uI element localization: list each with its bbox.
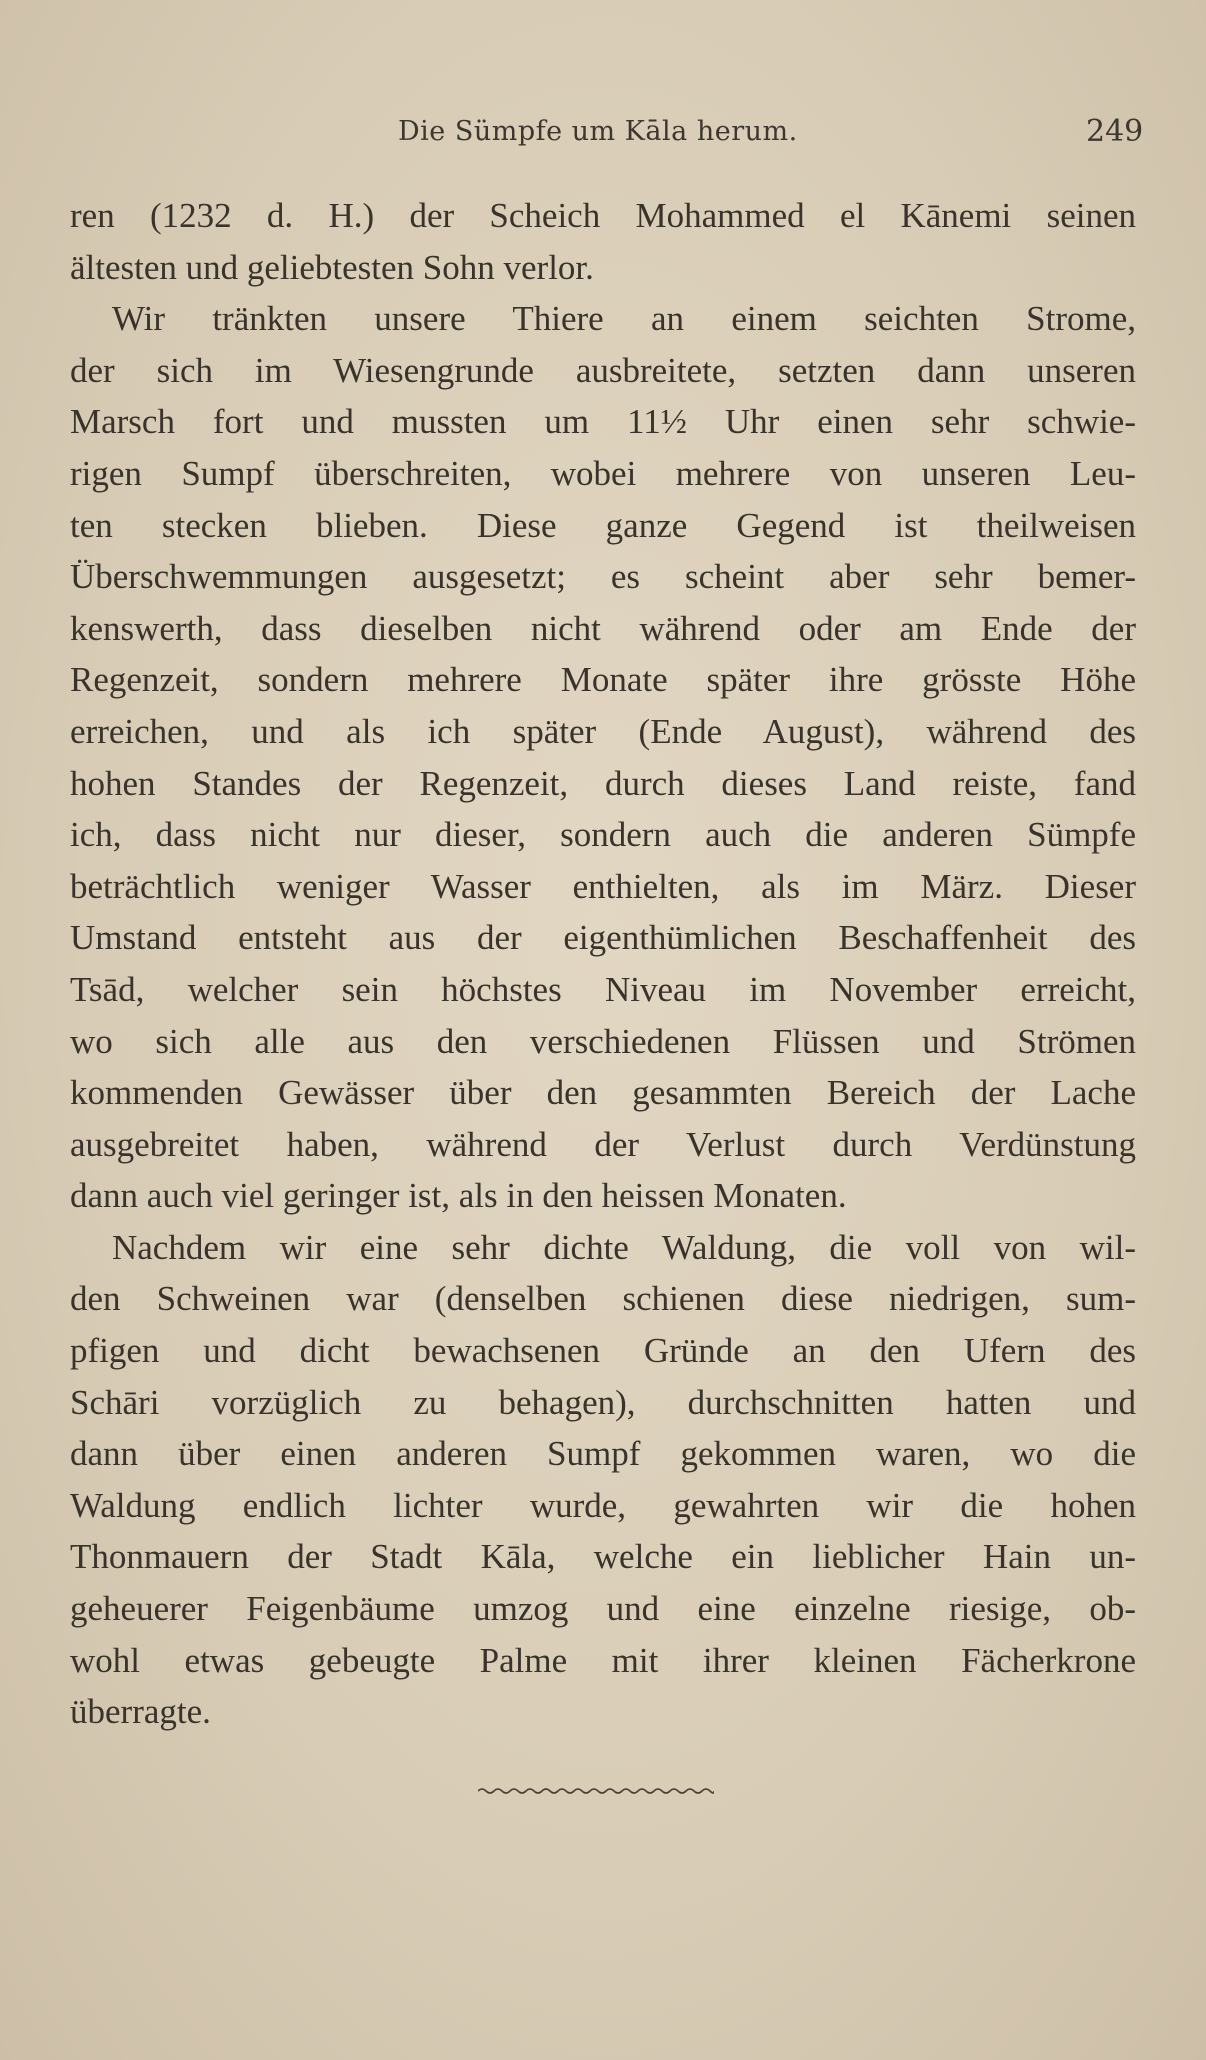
- paragraph: [70, 1222, 1136, 1738]
- page-header: [0, 112, 1206, 152]
- text-line: kenswerth, dass dieselben nicht während oder am Ende der: [70, 608, 1136, 648]
- text-line: dann auch viel geringer ist, als in den heissen Monaten.: [70, 1176, 847, 1216]
- text-line: Regenzeit, sondern mehrere Monate später ihre grösste Höhe: [70, 660, 1136, 700]
- text-line: überragte.: [70, 1692, 211, 1732]
- text-line: beträchtlich weniger Wasser enthielten, als im März. Dieser: [70, 866, 1136, 906]
- text-line: erreichen, und als ich später (Ende August), während des: [70, 711, 1136, 751]
- text-line: ten stecken blieben. Diese ganze Gegend ist theilweisen: [70, 505, 1136, 545]
- text-line: wo sich alle aus den verschiedenen Flüssen und Strömen: [70, 1021, 1136, 1061]
- text-line: der sich im Wiesengrunde ausbreitete, setzten dann unseren: [70, 350, 1136, 390]
- text-line: geheuerer Feigenbäume umzog und eine einzelne riesige, ob-: [70, 1589, 1136, 1629]
- text-line: Nachdem wir eine sehr dichte Waldung, die voll von wil-: [112, 1227, 1136, 1267]
- text-line: Tsād, welcher sein höchstes Niveau im November erreicht,: [70, 969, 1136, 1009]
- text-line: Schāri vorzüglich zu behagen), durchschnitten hatten und: [70, 1382, 1136, 1422]
- text-line: Umstand entsteht aus der eigenthümlichen Beschaffenheit des: [70, 918, 1136, 958]
- running-title: Die Sümpfe um Kāla herum.: [398, 116, 798, 147]
- paragraph: [70, 293, 1136, 1222]
- text-line: wohl etwas gebeugte Palme mit ihrer kleinen Fächerkrone: [70, 1640, 1136, 1680]
- text-line: hohen Standes der Regenzeit, durch dieses Land reiste, fand: [70, 763, 1136, 803]
- text-line: ren (1232 d. H.) der Scheich Mohammed el Kānemi seinen: [70, 196, 1136, 235]
- text-line: Wir tränkten unsere Thiere an einem seichten Strome,: [112, 299, 1136, 339]
- text-line: ältesten und geliebtesten Sohn verlor.: [70, 247, 594, 287]
- text-line: dann über einen anderen Sumpf gekommen waren, wo die: [70, 1434, 1136, 1474]
- text-line: pfigen und dicht bewachsenen Gründe an den Ufern des: [70, 1331, 1136, 1371]
- page-number: 249: [1086, 114, 1144, 149]
- text-line: ausgebreitet haben, während der Verlust durch Verdünstung: [70, 1124, 1136, 1164]
- text-line: Überschwemmungen ausgesetzt; es scheint aber sehr bemer-: [70, 557, 1136, 597]
- text-line: kommenden Gewässer über den gesammten Bereich der Lache: [70, 1073, 1136, 1113]
- text-line: Marsch fort und mussten um 11½ Uhr einen sehr schwie-: [70, 402, 1136, 442]
- paragraph: [70, 190, 1136, 293]
- text-line: den Schweinen war (denselben schienen diese niedrigen, sum-: [70, 1279, 1136, 1319]
- body-text: [70, 190, 1136, 1738]
- text-line: ich, dass nicht nur dieser, sondern auch die anderen Sümpfe: [70, 815, 1136, 855]
- text-line: Waldung endlich lichter wurde, gewahrten wir die hohen: [70, 1485, 1136, 1525]
- text-line: Thonmauern der Stadt Kāla, welche ein lieblicher Hain un-: [70, 1537, 1136, 1577]
- text-line: rigen Sumpf überschreiten, wobei mehrere von unseren Leu-: [70, 453, 1136, 493]
- wavy-end-rule: [478, 1786, 714, 1796]
